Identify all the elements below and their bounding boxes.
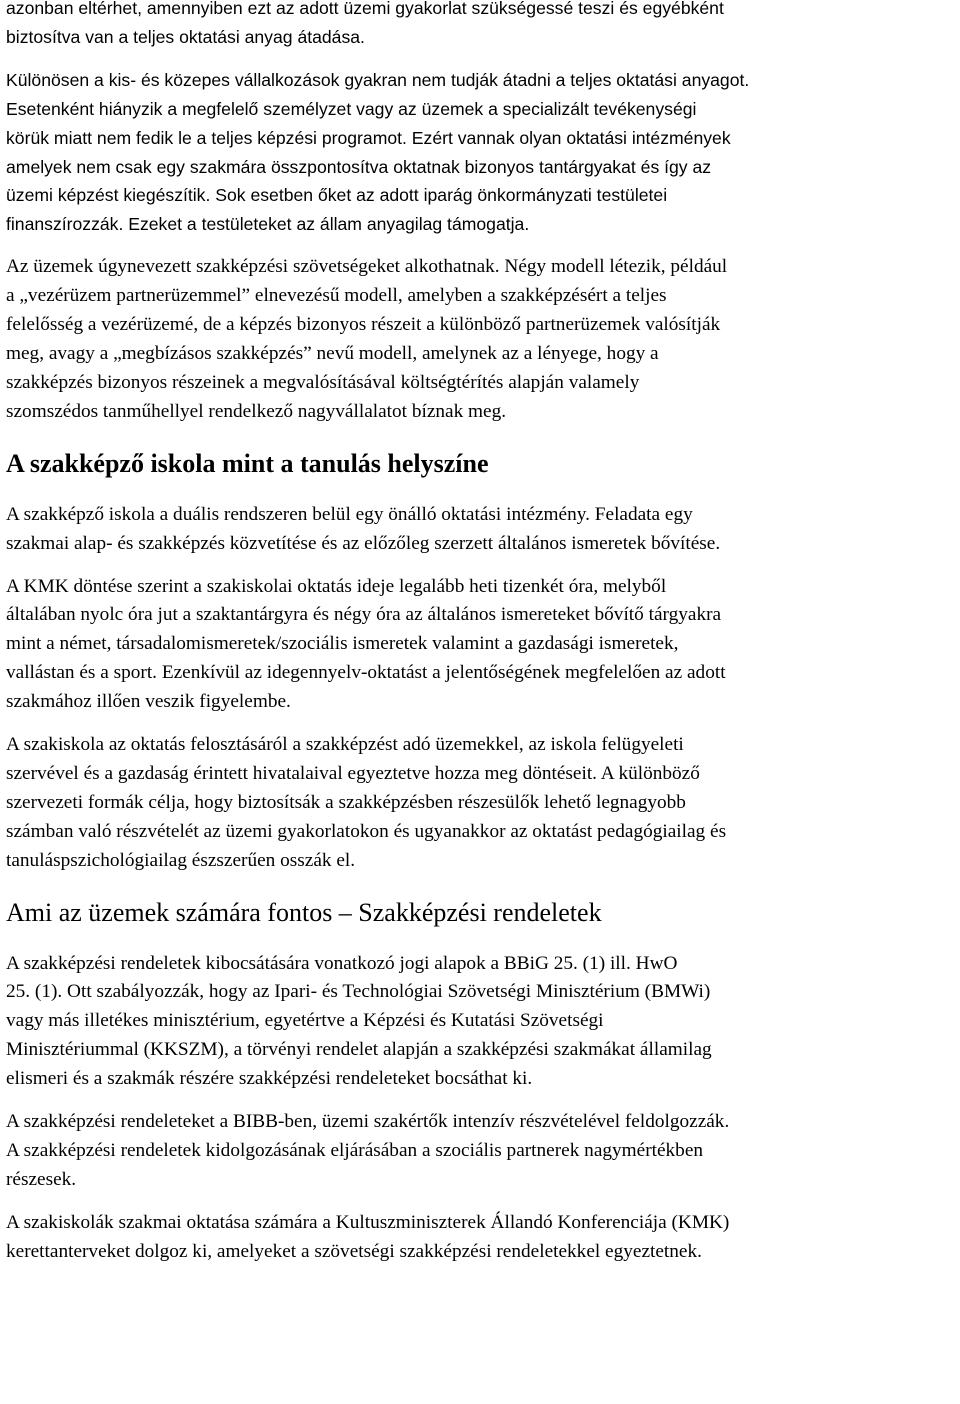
text-line: üzemi képzést kiegészítik. Sok esetben őket az adott iparág önkormányzati testületei bbox=[6, 185, 668, 206]
text-line: A szakiskola az oktatás felosztásáról a szakképzést adó üzemekkel, az iskola felügyeleti bbox=[6, 734, 684, 756]
paragraph-8 bbox=[6, 1108, 954, 1195]
text-line: Minisztériummal (KKSZM), a törvényi rendelet alapján a szakképzési szakmákat államilag bbox=[6, 1039, 712, 1061]
text-line: általában nyolc óra jut a szaktantárgyra és négy óra az általános ismereteket bővítő tárgyakra bbox=[6, 604, 722, 626]
text-line: kerettanterveket dolgoz ki, amelyeket a szövetségi szakképzési rendeletekkel egyeztetnek. bbox=[6, 1240, 702, 1262]
text-line: Az üzemek úgynevezett szakképzési szövetségeket alkothatnak. Négy modell létezik, például bbox=[6, 256, 728, 278]
text-line: biztosítva van a teljes oktatási anyag átadása. bbox=[6, 26, 365, 47]
paragraph-1 bbox=[6, 0, 954, 52]
text-line: szomszédos tanműhellyel rendelkező nagyvállalatot bíznak meg. bbox=[6, 400, 507, 422]
text-line: azonban eltérhet, amennyiben ezt az adott üzemi gyakorlat szükségessé teszi és egyébként bbox=[6, 0, 724, 18]
text-line: részesek. bbox=[6, 1168, 77, 1190]
paragraph-2 bbox=[6, 66, 954, 239]
text-line: A szakképzési rendeletek kidolgozásának eljárásában a szociális partnerek nagymértékben bbox=[6, 1140, 704, 1161]
text-line: 25. (1). Ott szabályozzák, hogy az Ipari- és Technológiai Szövetségi Minisztérium (BMWi) bbox=[6, 981, 711, 1003]
text-line: szakképzés bizonyos részeinek a megvalósításával költségtérítés alapján valamely bbox=[6, 371, 640, 393]
text-line: körük miatt nem fedik le a teljes képzési programot. Ezért vannak olyan oktatási intézmények bbox=[6, 127, 731, 148]
section-heading: A szakképző iskola mint a tanulás helyszíne bbox=[6, 448, 489, 478]
paragraph-6 bbox=[6, 731, 954, 876]
text-line: elismeri és a szakmák részére szakképzési rendeleteket bocsáthat ki. bbox=[6, 1068, 533, 1090]
text-line: A szakképző iskola a duális rendszeren belül egy önálló oktatási intézmény. Feladata egy bbox=[6, 503, 693, 525]
paragraph-3 bbox=[6, 253, 954, 426]
text-line: A szakképzési rendeletek kibocsátására vonatkozó jogi alapok a BBiG 25. (1) ill. HwO bbox=[6, 952, 678, 974]
text-line: tanuláspszichológiailag észszerűen osszák el. bbox=[6, 849, 356, 871]
text-line: mint a német, társadalomismeretek/szociális ismeretek valamint a gazdasági ismeretek, bbox=[6, 633, 679, 655]
text-line: A szakképzési rendeleteket a BIBB-ben, üzemi szakértők intenzív részvételével feldolgozzák. bbox=[6, 1111, 730, 1133]
text-line: amelyek nem csak egy szakmára összpontosítva oktatnak bizonyos tantárgyakat és így az bbox=[6, 156, 712, 177]
text-line: Esetenként hiányzik a megfelelő személyzet vagy az üzemek a specializált tevékenységi bbox=[6, 98, 697, 119]
text-line: szervezeti formák célja, hogy biztosítsák a szakképzésben részesülők lehető legnagyobb bbox=[6, 791, 686, 813]
text-line: vagy más illetékes minisztérium, egyetértve a Képzési és Kutatási Szövetségi bbox=[6, 1010, 604, 1032]
text-line: számban való részvételét az üzemi gyakorlatokon és ugyanakkor az oktatást pedagógiailag és bbox=[6, 820, 727, 842]
text-line: A KMK döntése szerint a szakiskolai oktatás ideje legalább heti tizenkét óra, melyből bbox=[6, 575, 667, 597]
text-line: meg, avagy a „megbízásos szakképzés” nevű modell, amelynek az a lényege, hogy a bbox=[6, 342, 659, 364]
document-page bbox=[6, 0, 954, 1267]
text-line: felelősség a vezérüzemé, de a képzés bizonyos részeit a különböző partnerüzemek valósítják bbox=[6, 314, 721, 336]
paragraph-4 bbox=[6, 501, 954, 559]
paragraph-7 bbox=[6, 950, 954, 1095]
text-line: Különösen a kis- és közepes vállalkozások gyakran nem tudják átadni a teljes oktatási anyagot. bbox=[6, 69, 750, 90]
text-line: finanszírozzák. Ezeket a testületeket az állam anyagilag támogatja. bbox=[6, 214, 530, 235]
text-line: szakmai alap- és szakképzés közvetítése és az előzőleg szerzett általános ismeretek bővítése. bbox=[6, 532, 721, 554]
text-line: vallástan és a sport. Ezenkívül az idegennyelv-oktatást a jelentőségének megfelelően az adott bbox=[6, 662, 726, 684]
text-line: a „vezérüzem partnerüzemmel” elnevezésű modell, amelyben a szakképzésért a teljes bbox=[6, 285, 667, 307]
text-line: A szakiskolák szakmai oktatása számára a Kultuszminiszterek Állandó Konferenciája (KMK) bbox=[6, 1211, 730, 1233]
text-line: szervével és a gazdaság érintett hivatalaival egyeztetve hozza meg döntéseit. A különböző bbox=[6, 762, 700, 784]
paragraph-5 bbox=[6, 573, 954, 718]
section-heading: Ami az üzemek számára fontos – Szakképzési rendeletek bbox=[6, 897, 602, 927]
paragraph-9 bbox=[6, 1209, 954, 1267]
text-line: szakmához illően veszik figyelembe. bbox=[6, 691, 291, 713]
